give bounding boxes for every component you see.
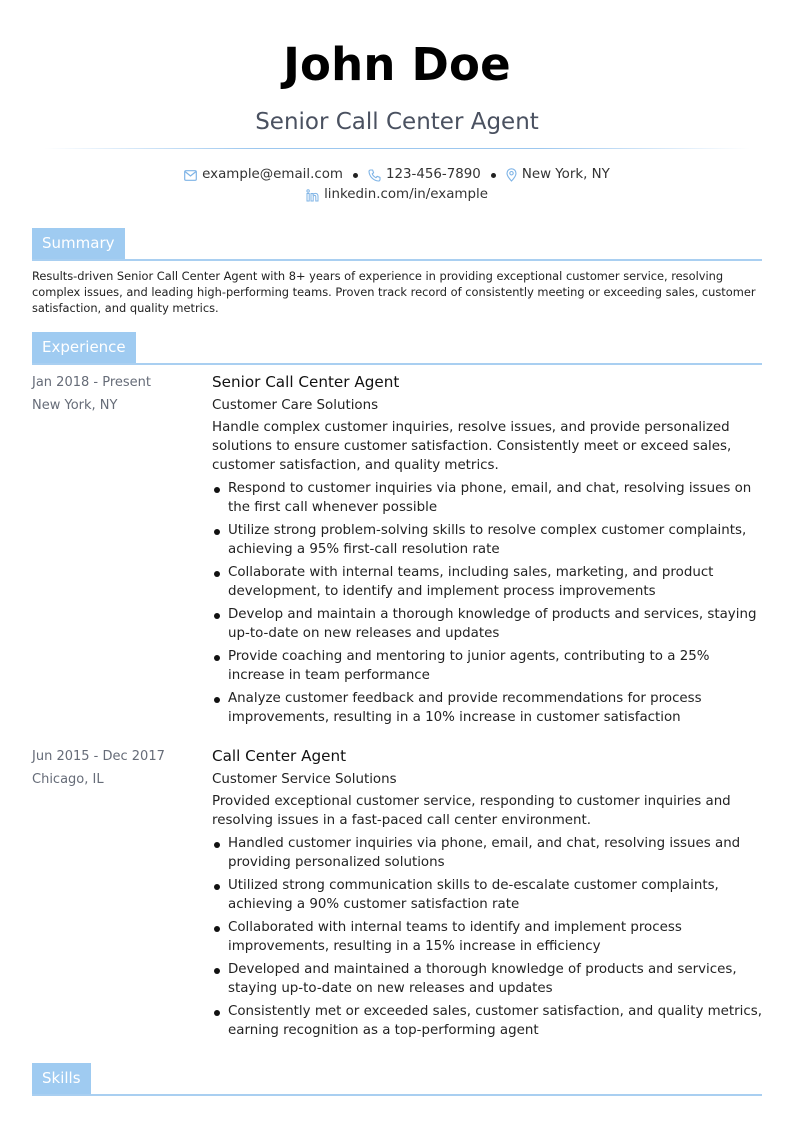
summary-rule	[32, 259, 762, 261]
summary-text: Results-driven Senior Call Center Agent with 8+ years of experience in providing exceptional customer service, resolving complex issues, and leading high-performing teams. Proven track record of consistently meeting or exceeding sales, customer satisfaction, and quality metrics.	[32, 269, 756, 315]
job-bullets	[212, 834, 762, 1040]
map-pin-icon	[506, 168, 517, 182]
job-role: Call Center Agent	[212, 747, 347, 765]
contact-email[interactable]	[184, 165, 343, 185]
linkedin-text: linkedin.com/in/example	[324, 187, 488, 202]
bullet-item: Consistently met or exceeded sales, customer satisfaction, and quality metrics, earning recognition as a top-performing agent	[212, 1002, 762, 1040]
skills-rule	[32, 1094, 762, 1096]
experience-heading: Experience	[32, 332, 136, 364]
job-location: Chicago, IL	[32, 772, 104, 787]
bullet-item: Collaborate with internal teams, including sales, marketing, and product development, to identify and implement process improvements	[212, 563, 762, 601]
location-text: New York, NY	[521, 167, 610, 182]
candidate-name: John Doe	[283, 38, 511, 91]
job-details	[212, 745, 762, 1044]
linkedin-icon	[306, 189, 319, 202]
header-divider	[44, 148, 750, 149]
bullet-item: Utilized strong communication skills to de-escalate customer complaints, achieving a 90% customer satisfaction rate	[212, 876, 762, 914]
bullet-item: Handled customer inquiries via phone, email, and chat, resolving issues and providing personalized solutions	[212, 834, 762, 872]
bullet-item: Utilize strong problem-solving skills to resolve complex customer complaints, achieving a 95% first-call resolution rate	[212, 521, 762, 559]
candidate-title: Senior Call Center Agent	[255, 109, 539, 135]
job-company: Customer Care Solutions	[212, 398, 379, 413]
email-text: example@email.com	[202, 167, 343, 182]
job-location: New York, NY	[32, 398, 118, 413]
job-meta	[32, 745, 202, 791]
bullet-item: Develop and maintain a thorough knowledge of products and services, staying up-to-date on new releases and updates	[212, 605, 762, 643]
separator-dot	[491, 173, 496, 178]
skills-heading: Skills	[32, 1063, 91, 1095]
separator-dot	[353, 173, 358, 178]
job-dates: Jan 2018 - Present	[32, 375, 151, 390]
job-description: Handle complex customer inquiries, resolve issues, and provide personalized solutions to ensure customer satisfaction. Consistently meet or exceed sales, customer satisfaction, and quality metrics.	[212, 420, 732, 473]
job-company: Customer Service Solutions	[212, 772, 397, 787]
envelope-icon	[184, 170, 197, 181]
job-dates: Jun 2015 - Dec 2017	[32, 749, 165, 764]
job-description: Provided exceptional customer service, responding to customer inquiries and resolving issues in a fast-paced call center environment.	[212, 794, 731, 828]
contact-block	[0, 165, 794, 205]
phone-icon	[368, 169, 381, 182]
job-role: Senior Call Center Agent	[212, 373, 400, 391]
experience-rule	[32, 363, 762, 365]
experience-section-header	[32, 332, 762, 364]
summary-heading: Summary	[32, 228, 125, 260]
job-meta	[32, 371, 202, 417]
bullet-item: Provide coaching and mentoring to junior agents, contributing to a 25% increase in team performance	[212, 647, 762, 685]
contact-phone[interactable]	[368, 165, 481, 185]
bullet-item: Collaborated with internal teams to identify and implement process improvements, resulting in a 15% increase in efficiency	[212, 918, 762, 956]
bullet-item: Developed and maintained a thorough knowledge of products and services, staying up-to-date on new releases and updates	[212, 960, 762, 998]
job-details	[212, 371, 762, 731]
contact-linkedin[interactable]	[306, 185, 488, 205]
phone-text: 123-456-7890	[385, 167, 481, 182]
bullet-item: Analyze customer feedback and provide recommendations for process improvements, resulting in a 10% increase in customer satisfaction	[212, 689, 762, 727]
skills-section-header	[32, 1063, 762, 1095]
job-bullets	[212, 479, 762, 727]
summary-section-header	[32, 228, 762, 260]
contact-location	[506, 165, 610, 185]
bullet-item: Respond to customer inquiries via phone, email, and chat, resolving issues on the first call whenever possible	[212, 479, 762, 517]
